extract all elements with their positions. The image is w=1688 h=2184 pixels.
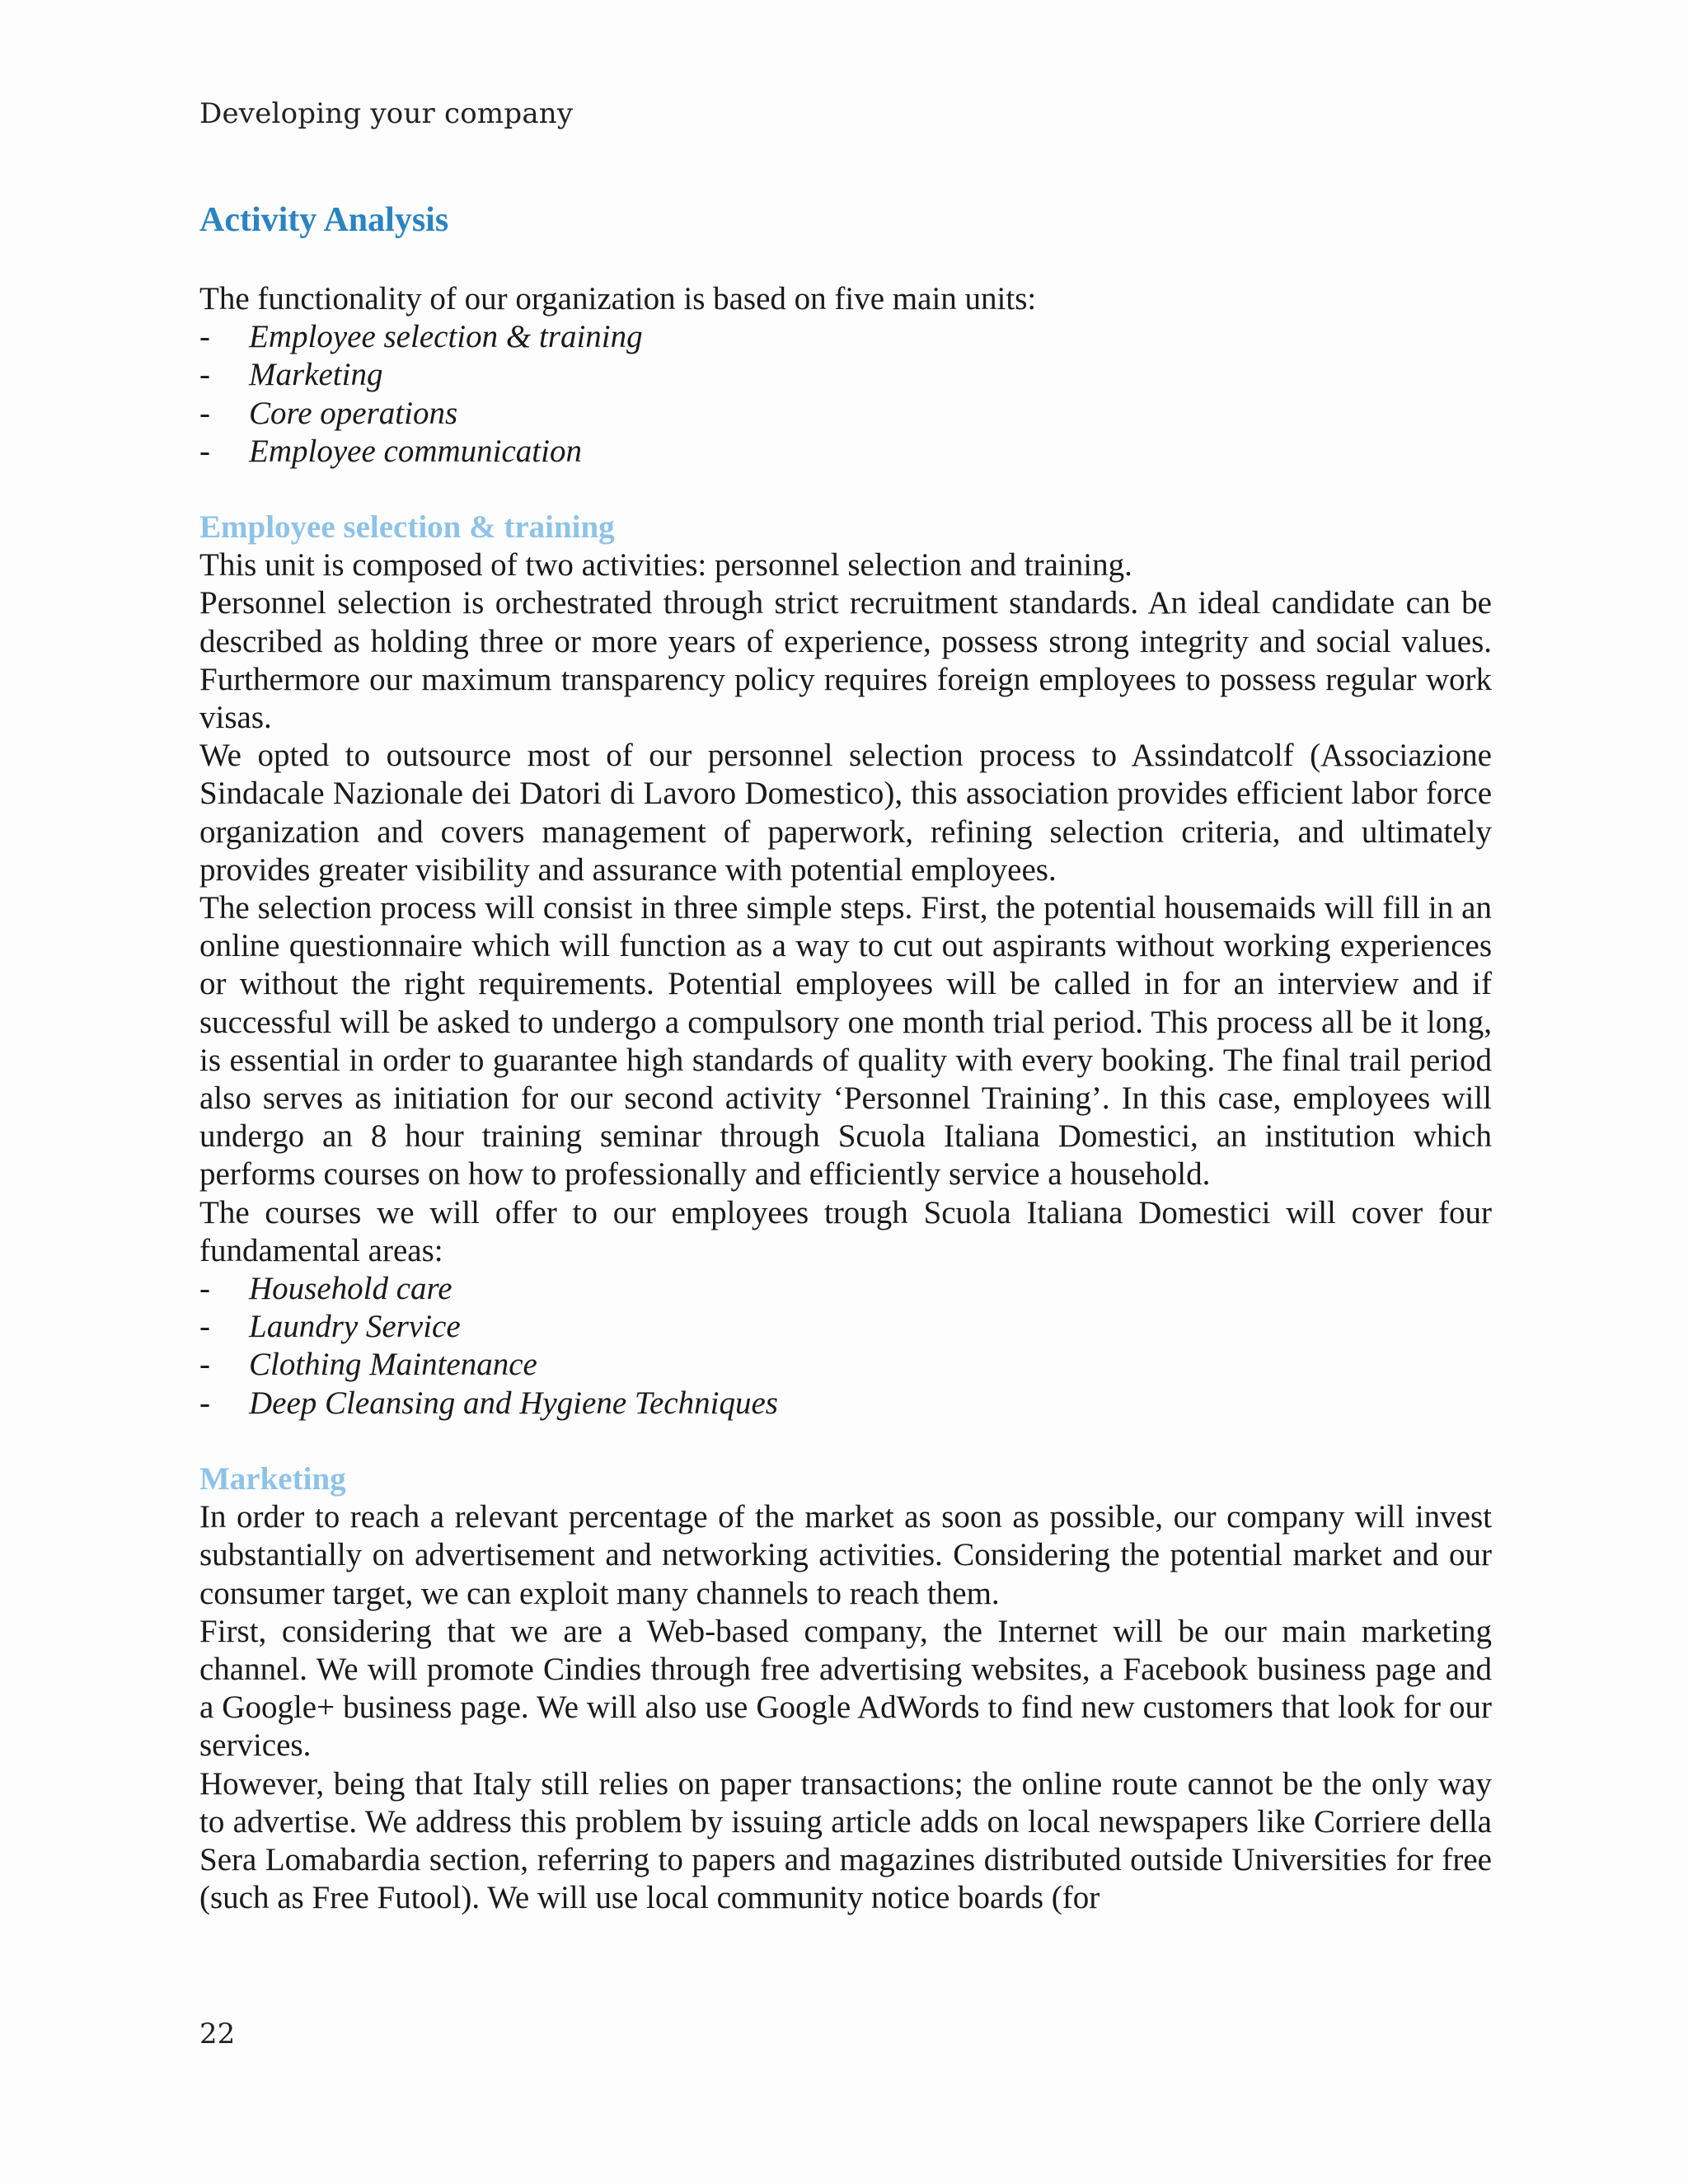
paragraph: Personnel selection is orchestrated through strict recruitment standards. An ideal candidate can be described as holding three or more years of experience, possess strong integrity and social values. Furthermore our maximum transparency policy requires foreign employees to possess regular work visas. xyxy=(199,585,1492,736)
list-item-text: Employee selection & training xyxy=(249,319,643,355)
list-item xyxy=(199,1385,1492,1422)
list-item xyxy=(199,433,1492,471)
bullet-dash: - xyxy=(199,357,210,393)
bullet-dash: - xyxy=(199,1347,210,1383)
units-list xyxy=(199,318,1492,471)
bullet-dash: - xyxy=(199,433,210,469)
paragraph: We opted to outsource most of our personnel selection process to Assindatcolf (Associazione Sindacale Nazionale dei Datori di Lavoro Domestico), this association provides efficient labor force organization and covers management of paperwork, refining selection criteria, and ultimately provides greater visibility and assurance with potential employees. xyxy=(199,738,1492,888)
list-item xyxy=(199,395,1492,433)
paragraph: The courses we will offer to our employees trough Scuola Italiana Domestici will cover four fundamental areas: xyxy=(199,1194,1492,1268)
paragraph: However, being that Italy still relies on paper transactions; the online route cannot be the only way to advertise. We address this problem by issuing article adds on local newspapers like Corriere della Sera Lomabardia section, referring to papers and magazines distributed outside Universities for free (such as Free Futool). We will use local community notice boards (for xyxy=(199,1765,1492,1916)
bullet-dash: - xyxy=(199,1271,210,1307)
marketing-heading: Marketing xyxy=(199,1460,346,1497)
section-title: Activity Analysis xyxy=(199,201,449,239)
list-item-text: Deep Cleansing and Hygiene Techniques xyxy=(249,1385,778,1421)
employee-selection-heading: Employee selection & training xyxy=(199,509,615,546)
bullet-dash: - xyxy=(199,1385,210,1421)
list-item-text: Clothing Maintenance xyxy=(249,1347,537,1383)
list-item xyxy=(199,1308,1492,1346)
list-item-text: Marketing xyxy=(249,357,383,393)
document-page xyxy=(199,0,1492,2184)
paragraph: This unit is composed of two activities: personnel selection and training. xyxy=(199,547,1132,583)
paragraph: First, considering that we are a Web-based company, the Internet will be our main marketing channel. We will promote Cindies through free advertising websites, a Facebook business page and a Google+ business page. We will also use Google AdWords to find new customers that look for our services. xyxy=(199,1613,1492,1764)
list-item-text: Core operations xyxy=(249,395,458,431)
bullet-dash: - xyxy=(199,1309,210,1345)
list-item xyxy=(199,1270,1492,1308)
training-areas-list xyxy=(199,1270,1492,1422)
list-item xyxy=(199,318,1492,356)
section-intro: The functionality of our organization is based on five main units: xyxy=(199,281,1037,316)
paragraph: In order to reach a relevant percentage of the market as soon as possible, our company will invest substantially on advertisement and networking activities. Considering the potential market and our consumer target, we can exploit many channels to reach them. xyxy=(199,1499,1492,1611)
bullet-dash: - xyxy=(199,319,210,355)
list-item xyxy=(199,1346,1492,1384)
list-item-text: Laundry Service xyxy=(249,1309,461,1345)
list-item-text: Employee communication xyxy=(249,433,582,469)
page-number: 22 xyxy=(199,2018,236,2050)
paragraph: The selection process will consist in three simple steps. First, the potential housemaids will fill in an online questionnaire which will function as a way to cut out aspirants without working experiences or without the right requirements. Potential employees will be called in for an interview and if successful will be asked to undergo a compulsory one month trial period. This process all be it long, is essential in order to guarantee high standards of quality with every booking. The final trail period also serves as initiation for our second activity ‘Personnel Training’. In this case, employees will undergo an 8 hour training seminar through Scuola Italiana Domestici, an institution which performs courses on how to professionally and efficiently service a household. xyxy=(199,890,1492,1193)
bullet-dash: - xyxy=(199,395,210,431)
page-content xyxy=(199,196,1492,1917)
list-item xyxy=(199,356,1492,394)
running-header: Developing your company xyxy=(199,97,574,130)
list-item-text: Household care xyxy=(249,1271,452,1307)
